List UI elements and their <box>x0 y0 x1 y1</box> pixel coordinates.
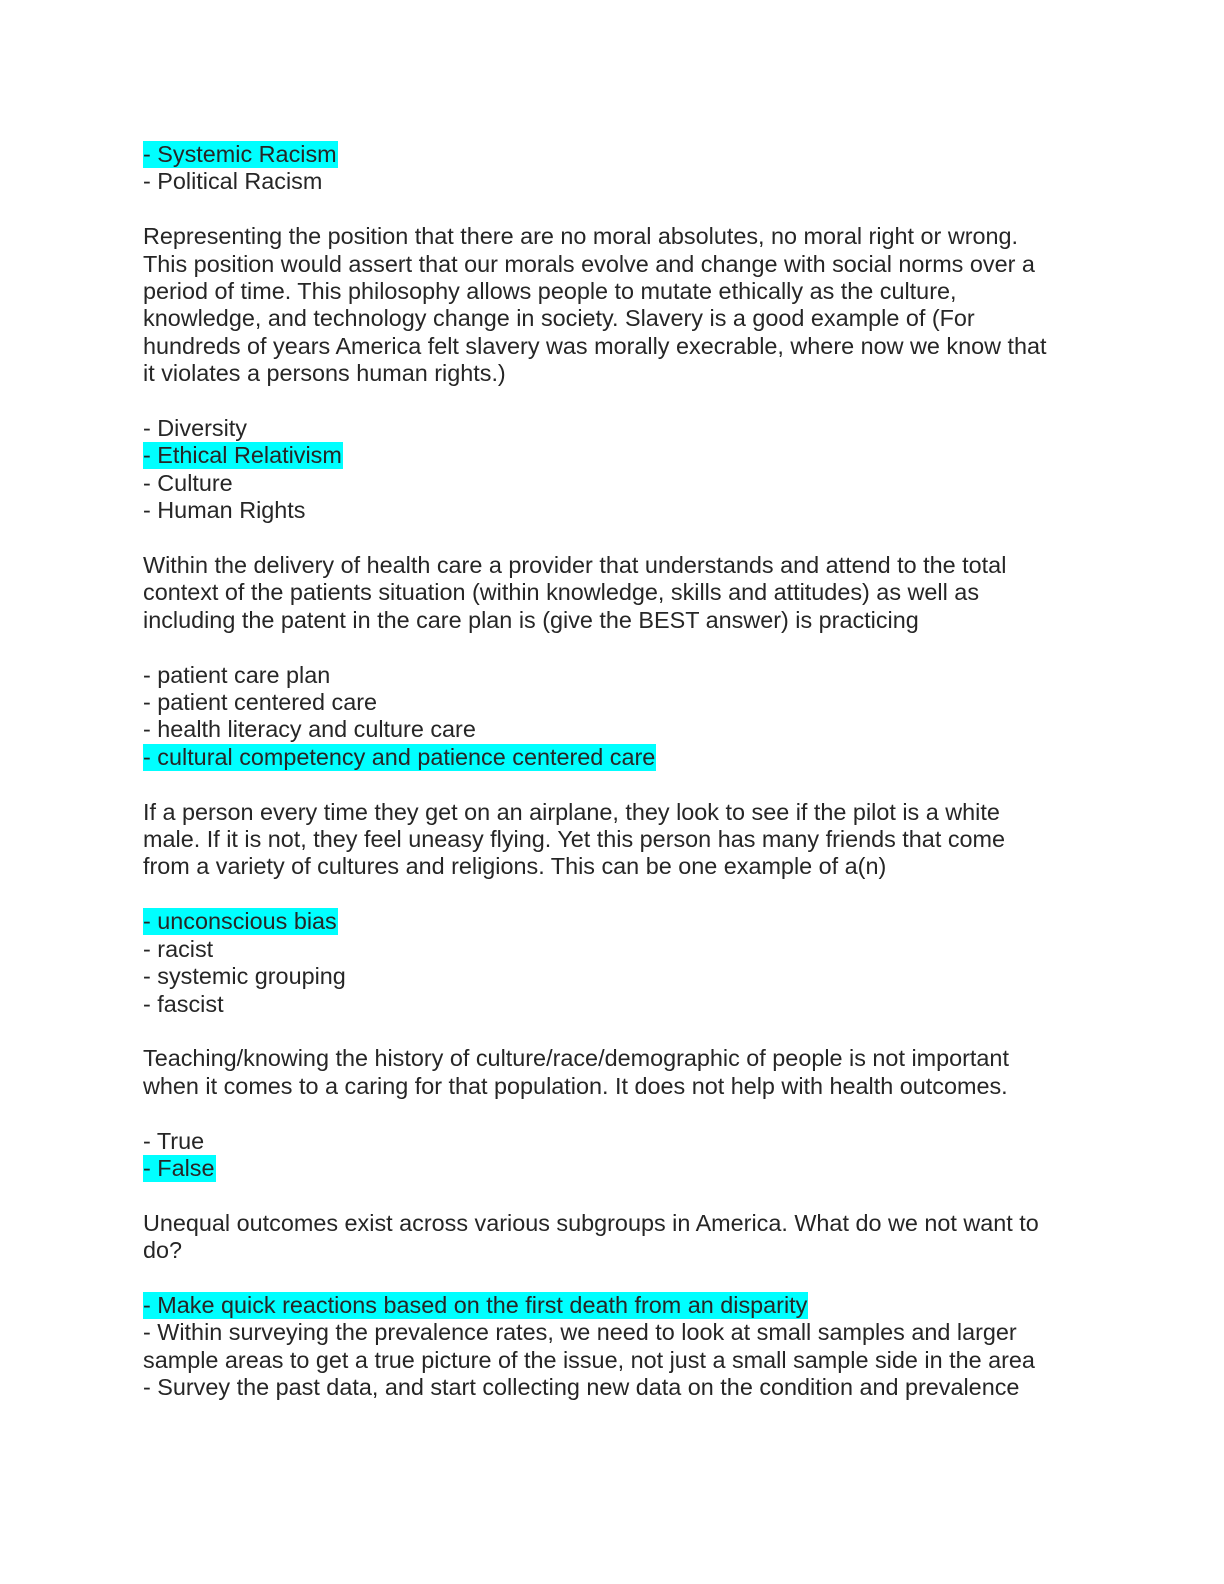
question-text: including the patent in the care plan is (give the BEST answer) is practicing <box>143 606 919 633</box>
question-text-line <box>143 1073 1083 1100</box>
question-text-line <box>143 251 1083 278</box>
question-text-line <box>143 360 1083 387</box>
answer-option-line <box>143 497 1083 524</box>
question-text: period of time. This philosophy allows people to mutate ethically as the culture, <box>143 278 957 305</box>
answer-option-line <box>143 991 1083 1018</box>
question-text-line <box>143 1045 1083 1072</box>
answer-option: - systemic grouping <box>143 963 346 990</box>
question-text: sample areas to get a true picture of the issue, not just a small sample side in the area <box>143 1346 1035 1373</box>
answer-option-line <box>143 963 1083 990</box>
question-text-line <box>143 853 1083 880</box>
answer-option-line <box>143 936 1083 963</box>
question-text-line <box>143 1237 1083 1264</box>
answer-option: - Diversity <box>143 415 247 442</box>
answer-option: - Within surveying the prevalence rates, we need to look at small samples and larger <box>143 1319 1017 1346</box>
answer-option-line <box>143 908 1083 935</box>
question-text-line <box>143 1347 1083 1374</box>
paragraph-gap <box>143 1182 1083 1209</box>
question-text-line <box>143 1210 1083 1237</box>
question-text: Within the delivery of health care a provider that understands and attend to the total <box>143 552 1007 579</box>
answer-option: - Human Rights <box>143 497 306 524</box>
answer-option: - patient centered care <box>143 689 378 716</box>
answer-option: - patient care plan <box>143 661 331 688</box>
highlighted-answer: - False <box>143 1154 215 1181</box>
question-text: Unequal outcomes exist across various subgroups in America. What do we not want to <box>143 1209 1039 1236</box>
highlighted-answer: - Systemic Racism <box>143 141 337 167</box>
highlighted-answer: - cultural competency and patience centered care <box>143 743 656 770</box>
paragraph-gap <box>143 881 1083 908</box>
answer-option: - racist <box>143 935 214 962</box>
paragraph-gap <box>143 771 1083 798</box>
highlighted-answer: - unconscious bias <box>143 908 337 935</box>
question-text-line <box>143 607 1083 634</box>
answer-option-line <box>143 1292 1083 1319</box>
document-page <box>143 141 1083 1402</box>
paragraph-gap <box>143 196 1083 223</box>
answer-option: - Survey the past data, and start collecting new data on the condition and prevalence <box>143 1374 1020 1401</box>
question-text-line <box>143 223 1083 250</box>
answer-option-line <box>143 1155 1083 1182</box>
highlighted-answer: - Make quick reactions based on the first death from an disparity <box>143 1291 808 1318</box>
question-text: from a variety of cultures and religions. This can be one example of a(n) <box>143 853 887 880</box>
answer-option: - True <box>143 1127 205 1154</box>
question-text: Representing the position that there are no moral absolutes, no moral right or wrong. <box>143 223 1019 250</box>
answer-option-line <box>143 1374 1083 1401</box>
question-text: This position would assert that our morals evolve and change with social norms over a <box>143 250 1035 277</box>
question-text: it violates a persons human rights.) <box>143 360 506 387</box>
answer-option-line <box>143 1319 1083 1346</box>
question-text: do? <box>143 1237 183 1264</box>
question-text-line <box>143 579 1083 606</box>
answer-option-line <box>143 716 1083 743</box>
answer-option-line <box>143 442 1083 469</box>
paragraph-gap <box>143 634 1083 661</box>
paragraph-gap <box>143 1018 1083 1045</box>
paragraph-gap <box>143 388 1083 415</box>
question-text-line <box>143 333 1083 360</box>
answer-option-line <box>143 470 1083 497</box>
question-text-line <box>143 278 1083 305</box>
answer-option-line <box>143 662 1083 689</box>
question-text: Teaching/knowing the history of culture/race/demographic of people is not important <box>143 1045 1009 1072</box>
answer-option: - fascist <box>143 990 224 1017</box>
question-text-line <box>143 552 1083 579</box>
question-text-line <box>143 799 1083 826</box>
question-text: when it comes to a caring for that population. It does not help with health outcomes. <box>143 1072 1008 1099</box>
answer-option-line <box>143 168 1083 195</box>
question-text: If a person every time they get on an airplane, they look to see if the pilot is a white <box>143 798 1000 825</box>
answer-option: - health literacy and culture care <box>143 716 476 743</box>
answer-option-line <box>143 141 1083 168</box>
paragraph-gap <box>143 1265 1083 1292</box>
answer-option: - Culture <box>143 469 233 496</box>
answer-option-line <box>143 689 1083 716</box>
question-text-line <box>143 305 1083 332</box>
question-text: hundreds of years America felt slavery was morally execrable, where now we know that <box>143 332 1047 359</box>
question-text: knowledge, and technology change in society. Slavery is a good example of (For <box>143 305 975 332</box>
question-text: context of the patients situation (within knowledge, skills and attitudes) as well as <box>143 579 980 606</box>
answer-option-line <box>143 1128 1083 1155</box>
paragraph-gap <box>143 1100 1083 1127</box>
answer-option-line <box>143 415 1083 442</box>
highlighted-answer: - Ethical Relativism <box>143 442 342 469</box>
answer-option: - Political Racism <box>143 168 323 195</box>
question-text-line <box>143 826 1083 853</box>
paragraph-gap <box>143 525 1083 552</box>
answer-option-line <box>143 744 1083 771</box>
question-text: male. If it is not, they feel uneasy flying. Yet this person has many friends that come <box>143 826 1006 853</box>
